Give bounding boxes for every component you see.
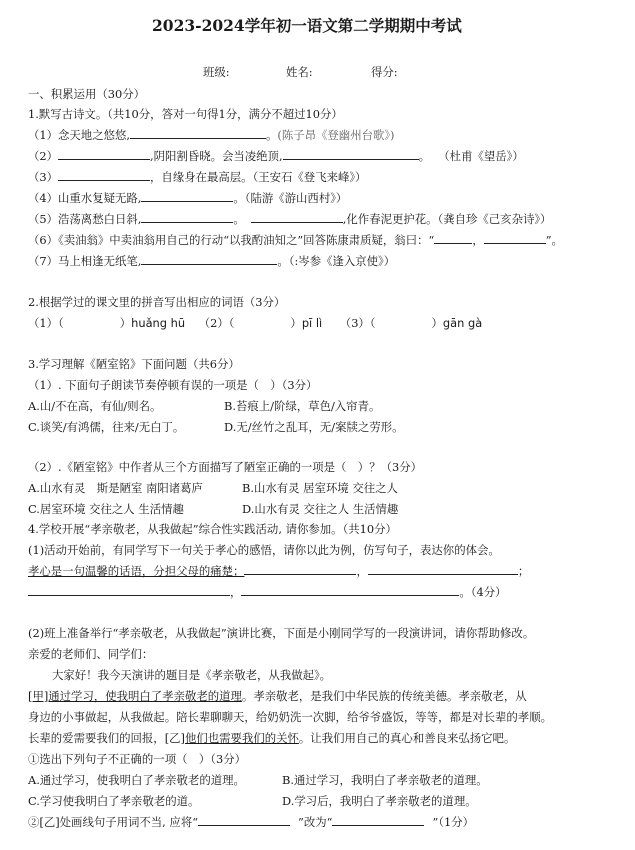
q4-semicolon: ； [517, 564, 530, 578]
q1-l2-source: （杜甫《望岳》） [443, 149, 524, 163]
q2-item-2-open: （2）（ [198, 316, 235, 330]
q2-item-3-pinyin: ）gān gà [431, 316, 483, 330]
q4-part-2: (2)班上准备举行“孝亲敬老，从我做起”演讲比赛，下面是小刚同学写的一段演讲词，请你帮助修改。 [28, 626, 535, 640]
q1-l4-blank[interactable] [141, 190, 233, 202]
q1-line-1 [28, 127, 395, 143]
q4-2-option-c[interactable]: C.学习使我明白了孝亲敬老的道。 [28, 794, 200, 808]
q4-2-sub-2-end: ”（1分） [432, 815, 475, 829]
q1-l4-text: （4）山重水复疑无路, [28, 191, 142, 205]
q1-l3-blank[interactable] [58, 169, 150, 181]
q1-l5-blank-1[interactable] [141, 211, 233, 223]
q4-comma-2: ， [230, 585, 242, 599]
q1-l2-mid: ,阴阳割昏晓。会当凌绝顶, [150, 149, 283, 163]
q2-pinyin-line [28, 315, 482, 331]
q1-l5-mid: 。 [233, 212, 245, 226]
q1-l6-sep: ， [472, 233, 484, 247]
q1-line-3 [28, 169, 366, 185]
q4-2-replace-blank-2[interactable] [332, 814, 424, 826]
q1-l5-text: （5）浩荡离愁白日斜, [28, 212, 142, 226]
q4-2-replace-blank-1[interactable] [198, 814, 290, 826]
q4-2-sub-1: ①选出下列句子不正确的一项（ ）（3分） [28, 752, 246, 766]
speech-yi-sentence: 他们也需要我们的关怀 [184, 731, 299, 745]
q4-2-option-b[interactable]: B.通过学习，我明白了孝亲敬老的道理。 [282, 773, 488, 787]
q4-2-sub-2-mid: ”改为“ [298, 815, 333, 829]
q3-2-option-c[interactable]: C.居室环境 交往之人 生活情趣 [28, 502, 184, 516]
q2-item-1-pinyin: ）huǎng hū [119, 316, 186, 330]
q4-imitate-blank-2[interactable] [368, 563, 518, 575]
q1-heading: 1.默写古诗文。（共10分，答对一句得1分，满分不超过10分） [28, 107, 343, 121]
q1-line-6 [28, 232, 563, 248]
q4-imitate-blank-4[interactable] [241, 584, 459, 596]
speech-line-3: 身边的小事做起，从我做起。陪长辈聊聊天，给奶奶洗一次脚，给爷爷盛饭，等等，都是对长辈的孝顺。 [28, 710, 552, 724]
speech-line-4 [28, 730, 515, 746]
q1-l7-end: 。（:岑参《逢入京使》） [277, 254, 396, 268]
q2-heading: 2.根据学过的课文里的拼音写出相应的词语（3分） [28, 295, 286, 309]
q2-item-2-pinyin: ）pī lì [290, 316, 323, 330]
q3-2-option-a[interactable]: A.山水有灵 斯是陋室 南阳诸葛庐 [28, 481, 203, 495]
q3-option-d[interactable]: D.无/丝竹之乱耳，无/案牍之劳形。 [224, 420, 404, 434]
q3-heading: 3.学习理解《陋室铭》下面问题（共6分） [28, 357, 240, 371]
q3-sub-1: （1）. 下面句子朗读节奏停顿有误的一项是（ ）（3分） [28, 378, 318, 392]
speech-line-4-rest: 。让我们用自己的真心和善良来弘扬它吧。 [298, 731, 516, 745]
q1-line-5 [28, 211, 551, 227]
q1-l5-blank-2[interactable] [251, 211, 343, 223]
q1-l1-end: 。 [266, 128, 278, 142]
q4-example-sentence: 孝心是一句温馨的话语，分担父母的痛楚； [28, 564, 245, 578]
q4-2-option-d[interactable]: D.学习后，我明白了孝亲敬老的道理。 [282, 794, 477, 808]
speech-yi-tag: [乙] [164, 731, 185, 745]
q1-l2-blank-1[interactable] [58, 148, 150, 160]
q3-option-b[interactable]: B.苔痕上/阶绿，草色/入帘青。 [224, 399, 381, 413]
q1-line-4 [28, 190, 347, 206]
speech-line-2 [28, 688, 527, 704]
speech-line-4-text: 长辈的爱需要我们的回报， [28, 731, 165, 745]
q4-part-1: (1)活动开始前，有同学写下一句关于孝心的感悟，请你以此为例，仿写句子，表达你的体会。 [28, 543, 500, 557]
score-label: 得分: [371, 65, 398, 79]
q1-l1-text: （1）念天地之悠悠, [28, 128, 130, 142]
q4-imitate-blank-3[interactable] [28, 584, 230, 596]
q1-l4-end: 。（陆游《游山西村》） [233, 191, 348, 205]
q1-l6-text: （6）《卖油翁》中卖油翁用自己的行动“以我酌油知之”回答陈康肃质疑，翁曰：“ [28, 233, 435, 247]
speech-jia-sentence: [甲]通过学习，使我明白了孝亲敬老的道理 [28, 689, 242, 703]
q1-line-7 [28, 253, 395, 269]
q1-l6-blank-2[interactable] [484, 232, 546, 244]
q1-l2-end: 。 [418, 149, 430, 163]
q4-2-sub-2-text: ②[乙]处画线句子用词不当, 应将“ [28, 815, 199, 829]
q4-end: 。（4分） [459, 585, 507, 599]
section-1-heading: 一、积累运用（30分） [28, 87, 146, 101]
q4-2-sub-2 [28, 814, 474, 830]
q3-2-option-d[interactable]: D.山水有灵 交往之人 生活情趣 [242, 502, 399, 516]
q1-l2-blank-2[interactable] [283, 148, 419, 160]
q3-sub-2: （2）.《陋室铭》中作者从三个方面描写了陋室正确的一项是（ ）？（3分） [28, 460, 423, 474]
q4-comma: ， [356, 564, 368, 578]
q1-l6-end: ”。 [545, 233, 563, 247]
q4-answer-line-2 [28, 584, 507, 600]
q1-l2-text: （2） [28, 149, 59, 163]
name-label: 姓名: [286, 65, 313, 79]
q3-option-c[interactable]: C.谈笑/有鸿儒，往来/无白丁。 [28, 420, 185, 434]
q1-l6-blank-1[interactable] [434, 232, 472, 244]
q1-l5-end: ,化作春泥更护花。（龚自珍《己亥杂诗》） [342, 212, 552, 226]
exam-title: 2023-2024学年初一语文第二学期期中考试 [152, 16, 462, 35]
q1-l3-end: ，自缘身在最高层。（王安石《登飞来峰》） [150, 170, 367, 184]
q4-example-line [28, 563, 529, 579]
q2-item-1-open: （1）（ [28, 316, 64, 330]
speech-greeting: 亲爱的老师们、同学们： [28, 647, 154, 661]
speech-line-2-rest: 。孝亲敬老，是我们中华民族的传统美德。孝亲敬老，从 [241, 689, 527, 703]
class-label: 班级: [203, 65, 230, 79]
q3-option-a[interactable]: A.山/不在高，有仙/则名。 [28, 399, 162, 413]
q1-line-2 [28, 148, 524, 164]
q2-item-3-open: （3）（ [339, 316, 376, 330]
q3-2-option-b[interactable]: B.山水有灵 居室环境 交往之人 [242, 481, 398, 495]
q1-l7-blank[interactable] [141, 253, 277, 265]
q1-l3-text: （3） [28, 170, 59, 184]
q1-l7-text: （7）马上相逢无纸笔, [28, 254, 142, 268]
q1-l1-blank[interactable] [130, 127, 266, 139]
speech-line-1: 大家好！我今天演讲的题目是《孝亲敬老，从我做起》。 [52, 668, 332, 682]
q1-l1-source: (陈子昂《登幽州台歌》) [277, 128, 395, 142]
q4-2-option-a[interactable]: A.通过学习，使我明白了孝亲敬老的道理。 [28, 773, 245, 787]
q4-heading: 4.学校开展“孝亲敬老，从我做起”综合性实践活动, 请你参加。（共10分） [28, 522, 397, 536]
q4-imitate-blank-1[interactable] [244, 563, 356, 575]
